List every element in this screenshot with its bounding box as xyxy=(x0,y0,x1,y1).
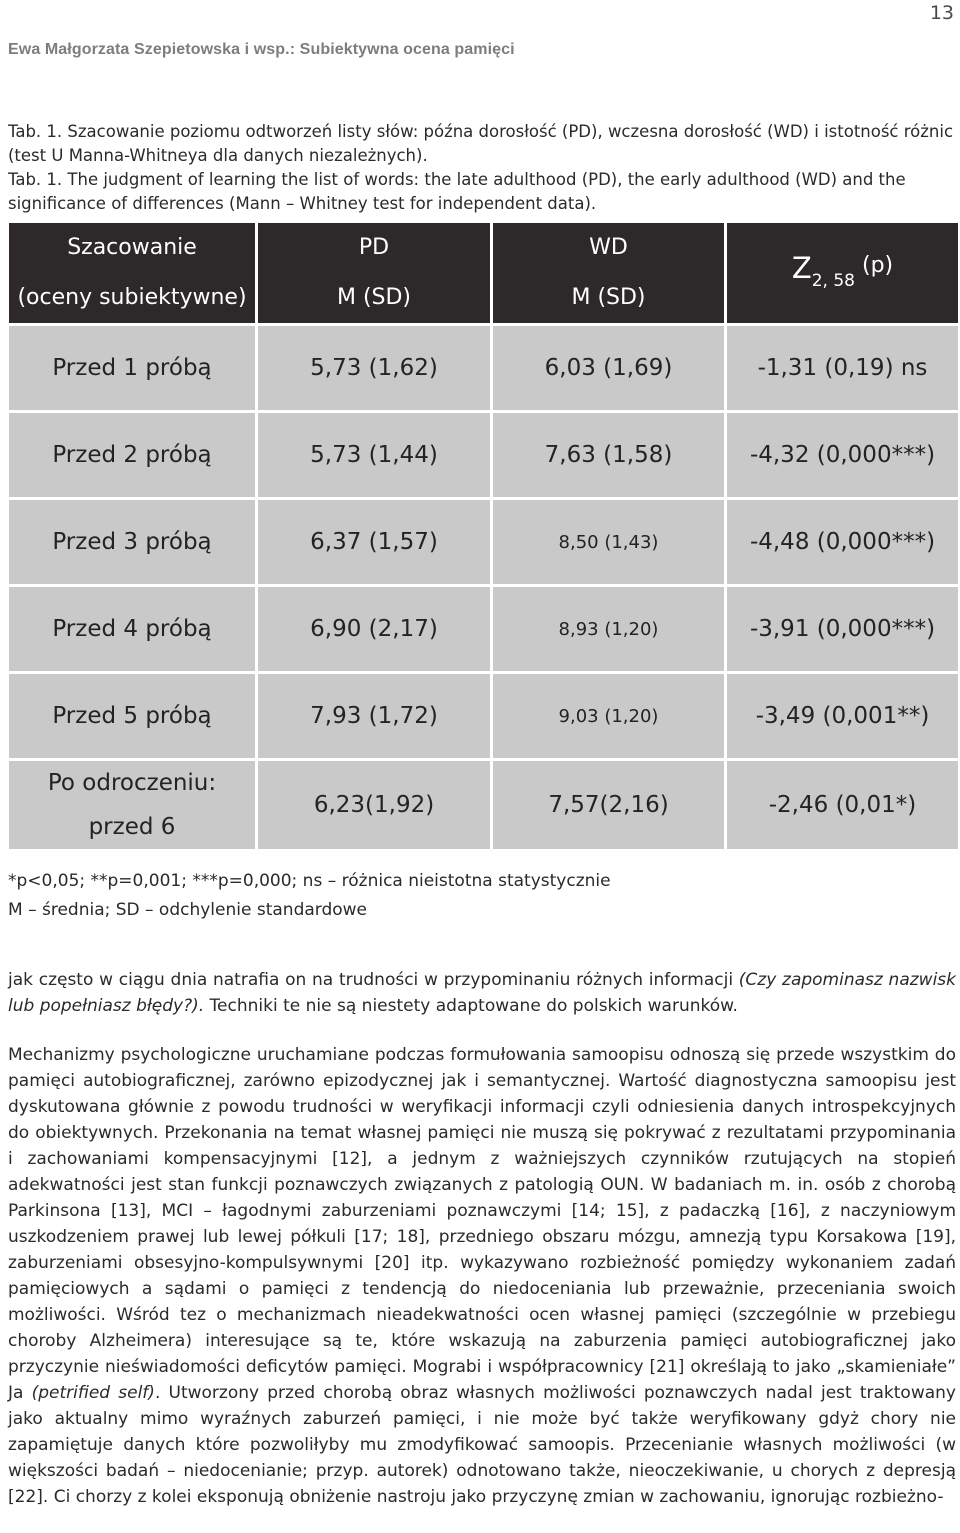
z-value: -3,91 (0,000***) xyxy=(726,586,960,673)
table-row xyxy=(8,673,960,760)
wd-value: 9,03 (1,20) xyxy=(492,673,726,760)
wd-value: 6,03 (1,69) xyxy=(492,325,726,412)
header-pd xyxy=(257,222,492,325)
row-label-line-1: Po odroczeniu: xyxy=(47,770,217,796)
table-footnote-abbreviations: M – średnia; SD – odchylenie standardowe xyxy=(8,900,368,920)
table-row xyxy=(8,499,960,586)
pd-value: 6,90 (2,17) xyxy=(257,586,492,673)
table-row xyxy=(8,760,960,851)
paragraph-text: jak często w ciągu dnia natrafia on na trudności w przypominaniu różnych informacji xyxy=(8,970,739,990)
row-label: Przed 2 próbą xyxy=(8,412,257,499)
header-estimation xyxy=(8,222,257,325)
pd-value: 6,37 (1,57) xyxy=(257,499,492,586)
z-value: -4,48 (0,000***) xyxy=(726,499,960,586)
row-label: Przed 5 próbą xyxy=(8,673,257,760)
pd-value: 5,73 (1,62) xyxy=(257,325,492,412)
body-paragraph-2 xyxy=(8,1042,956,1510)
body-paragraph-1 xyxy=(8,967,956,1019)
table-row xyxy=(8,586,960,673)
header-pd-title: PD xyxy=(358,235,390,260)
header-estimation-title: Szacowanie xyxy=(67,235,197,260)
page-number: 13 xyxy=(929,2,954,24)
table-caption-polish: Tab. 1. Szacowanie poziomu odtworzeń listy słów: późna dorosłość (PD), wczesna dorosłość (WD) i istotność różnic (test U Manna-Whitneya dla danych niezależnych). xyxy=(8,122,954,165)
wd-value: 7,57(2,16) xyxy=(492,760,726,851)
z-value: -1,31 (0,19) ns xyxy=(726,325,960,412)
z-value: -4,32 (0,000***) xyxy=(726,412,960,499)
header-pd-stat: M (SD) xyxy=(336,285,412,310)
table-caption-english: Tab. 1. The judgment of learning the list of words: the late adulthood (PD), the early adulthood (WD) and the significance of differences (Mann – Whitney test for independent data). xyxy=(8,170,906,213)
wd-value: 8,50 (1,43) xyxy=(492,499,726,586)
header-wd-stat: M (SD) xyxy=(571,285,646,310)
row-label-line-2: przed 6 xyxy=(88,814,176,840)
header-z xyxy=(726,222,960,325)
paragraph-italic: (petrified self) xyxy=(31,1383,155,1403)
table-row xyxy=(8,412,960,499)
header-wd xyxy=(492,222,726,325)
paragraph-italic: (Czy zapominasz nazwisk lub popełniasz błędy?). xyxy=(8,970,956,1016)
header-z-subscript: 2, 58 xyxy=(811,270,855,291)
header-z-p: (p) xyxy=(862,252,894,278)
row-label: Przed 4 próbą xyxy=(8,586,257,673)
header-wd-title: WD xyxy=(589,235,628,260)
paragraph-text: Techniki te nie są niestety adaptowane do polskich warunków. xyxy=(204,996,738,1016)
header-z-symbol: Z xyxy=(791,250,812,285)
pd-value: 6,23(1,92) xyxy=(257,760,492,851)
row-label xyxy=(8,760,257,851)
wd-value: 8,93 (1,20) xyxy=(492,586,726,673)
z-value: -3,49 (0,001**) xyxy=(726,673,960,760)
running-header: Ewa Małgorzata Szepietowska i wsp.: Subiektywna ocena pamięci xyxy=(8,41,515,58)
z-value: -2,46 (0,01*) xyxy=(726,760,960,851)
header-estimation-subtitle: (oceny subiektywne) xyxy=(17,285,247,310)
paragraph-text: Mechanizmy psychologiczne uruchamiane podczas formułowania samoopisu odnoszą się przede wszystkim do pamięci autobiograficznej, zarówno epizodycznej jak i semantycznej. Wartość diagnostyczna samoopisu jest dyskutowana głównie z powodu trudności w weryfikacji informacji czyli odniesienia danych introspekcyjnych do obiektywnych. Przekonania na temat własnej pamięci nie muszą się pokrywać z rezultatami przypominania i zachowaniami kompensacyjnymi [12], a jednym z ważniejszych czynników rzutujących na stopień adekwatności jest stan funkcji poznawczych związanych z patologią OUN. W badaniach m. in. osób z chorobą Parkinsona [13], MCI – łagodnymi zaburzeniami poznawczymi [14; 15], z padaczką [16], z naczyniowym uszkodzeniem prawej lub lewej półkuli [17; 18], przedniego obszaru mózgu, amnezją typu Korsakowa [19], zaburzeniami obsesyjno-kompulsywnymi [20] itp. wykazywano rozbieżność pomiędzy wykonaniem zadań pamięciowych a sądami o pamięci z tendencją do niedoceniania lub przeważnie, przeceniania swoich możliwości. Wśród tez o mechanizmach nieadekwatności ocen własnej pamięci (szczególnie w przebiegu choroby Alzheimera) interesujące są te, które wskazują na zaburzenia pamięci autobiograficznej jako przyczynie nieświadomości deficytów pamięci. Mograbi i współpracownicy [21] określają to jako „skamieniałe” Ja xyxy=(8,1045,956,1403)
pd-value: 5,73 (1,44) xyxy=(257,412,492,499)
results-table xyxy=(6,220,960,852)
row-label: Przed 1 próbą xyxy=(8,325,257,412)
table-row xyxy=(8,325,960,412)
wd-value: 7,63 (1,58) xyxy=(492,412,726,499)
table-header-row xyxy=(8,222,960,325)
pd-value: 7,93 (1,72) xyxy=(257,673,492,760)
paragraph-text: . Utworzony przed chorobą obraz własnych możliwości poznawczych nadal jest traktowany jako aktualny mimo wyraźnych zaburzeń pamięci, i nie może być także weryfikowany gdyż chory nie zapamiętuje danych które pozwoliłyby mu zmodyfikować samoopis. Przecenianie własnych możliwości (w większości badań – niedocenianie; przyp. autorek) odnotowano także, nieoczekiwanie, u chorych z depresją [22]. Ci chorzy z kolei eksponują obniżenie nastroju jako przyczynę zmian w zachowaniu, ignorując rozbieżno- xyxy=(8,1383,956,1507)
table-footnote-significance: *p<0,05; **p=0,001; ***p=0,000; ns – różnica nieistotna statystycznie xyxy=(8,871,611,891)
row-label: Przed 3 próbą xyxy=(8,499,257,586)
